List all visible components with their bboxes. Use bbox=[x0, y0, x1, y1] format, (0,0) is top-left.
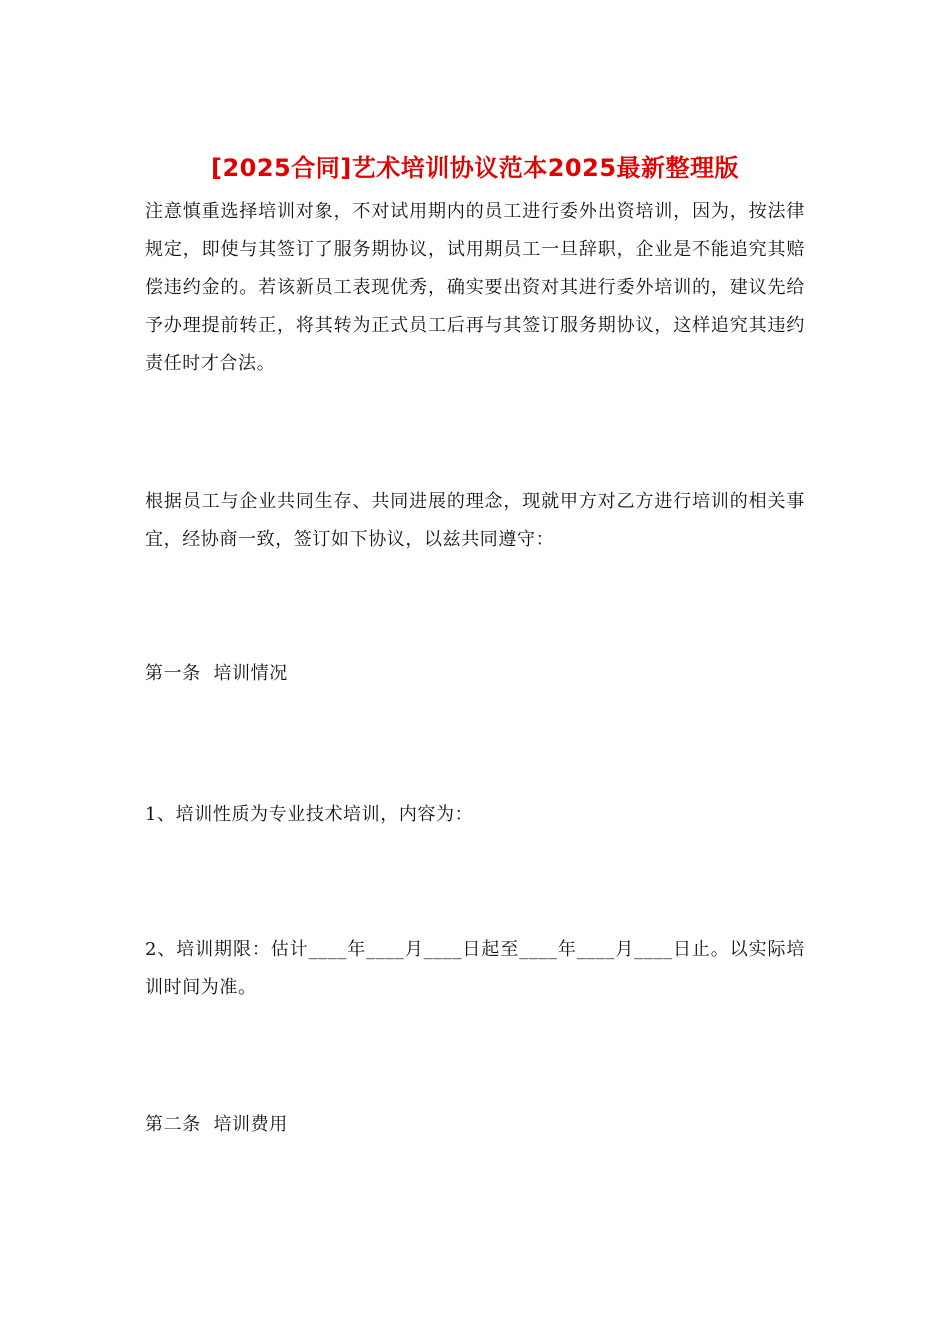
intro-paragraph: 注意慎重选择培训对象，不对试用期内的员工进行委外出资培训，因为，按法律规定，即使与其签订了服务期协议，试用期员工一旦辞职，企业是不能追究其赔偿违约金的。若该新员工表现优秀，确实要出资对其进行委外培训的，建议先给予办理提前转正，将其转为正式员工后再与其签订服务期协议，这样追究其违约责任时才合法。 bbox=[145, 201, 805, 374]
training-nature-item: 1、培训性质为专业技术培训，内容为： bbox=[145, 804, 474, 825]
document-title: [2025合同]艺术培训协议范本2025最新整理版 bbox=[210, 154, 740, 182]
article-1-heading: 第一条 培训情况 bbox=[145, 663, 288, 684]
basis-paragraph: 根据员工与企业共同生存、共同进展的理念，现就甲方对乙方进行培训的相关事宜，经协商一致，签订如下协议，以兹共同遵守： bbox=[145, 491, 805, 550]
article-2-heading: 第二条 培训费用 bbox=[145, 1114, 288, 1135]
training-period-item: 2、培训期限：估计____年____月____日起至____年____月____日止。以实际培训时间为准。 bbox=[145, 939, 805, 998]
